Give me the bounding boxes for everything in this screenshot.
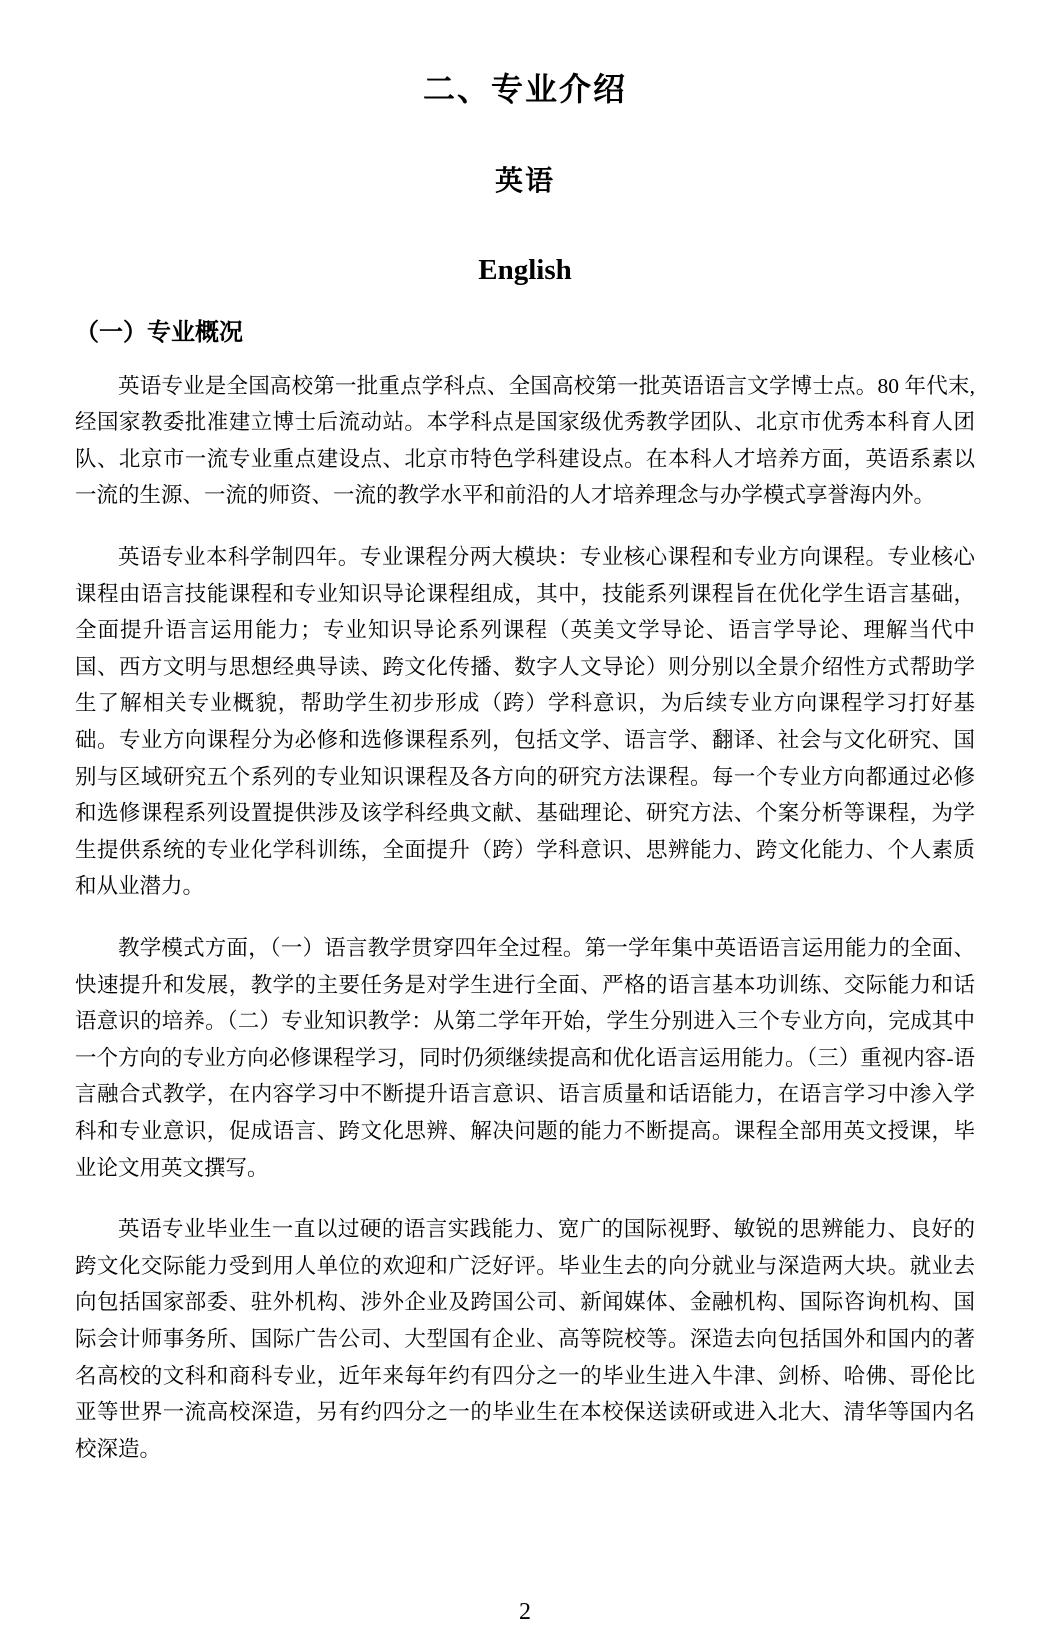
body-text xyxy=(75,348,975,1468)
paragraph-teaching-model: 教学模式方面，（一）语言教学贯穿四年全过程。第一学年集中英语语言运用能力的全面、快速提升和发展，教学的主要任务是对学生进行全面、严格的语言基本功训练、交际能力和话语意识的培养。（二）专业知识教学：从第二学年开始，学生分别进入三个专业方向，完成其中一个方向的专业方向必修课程学习，同时仍须继续提高和优化语言运用能力。（三）重视内容-语言融合式教学，在内容学习中不断提升语言意识、语言质量和话语能力，在语言学习中渗入学科和专业意识，促成语言、跨文化思辨、解决问题的能力不断提高。课程全部用英文授课，毕业论文用英文撰写。 xyxy=(75,935,975,1180)
paragraph-history: 英语专业是全国高校第一批重点学科点、全国高校第一批英语语言文学博士点。80 年代末,经国家教委批准建立博士后流动站。本学科点是国家级优秀教学团队、北京市优秀本科育人团队、北京市一流专业重点建设点、北京市特色学科建设点。在本科人才培养方面，英语系素以一流的生源、一流的师资、一流的教学水平和前沿的人才培养理念与办学模式享誉海内外。 xyxy=(75,373,975,508)
major-title-chinese: 英语 xyxy=(494,166,555,198)
page-number: 2 xyxy=(519,1599,531,1625)
paragraph-curriculum: 英语专业本科学制四年。专业课程分两大模块：专业核心课程和专业方向课程。专业核心课程由语言技能课程和专业知识导论课程组成，其中，技能系列课程旨在优化学生语言基础，全面提升语言运用能力；专业知识导论系列课程（英美文学导论、语言学导论、理解当代中国、西方文明与思想经典导读、跨文化传播、数字人文导论）则分别以全景介绍性方式帮助学生了解相关专业概貌，帮助学生初步形成（跨）学科意识，为后续专业方向课程学习打好基础。专业方向课程分为必修和选修课程系列，包括文学、语言学、翻译、社会与文化研究、国别与区域研究五个系列的专业知识课程及各方向的研究方法课程。每一个专业方向都通过必修和选修课程系列设置提供涉及该学科经典文献、基础理论、研究方法、个案分析等课程，为学生提供系统的专业化学科训练，全面提升（跨）学科意识、思辨能力、跨文化能力、个人素质和从业潜力。 xyxy=(75,545,975,899)
section-heading-overview: （一）专业概况 xyxy=(75,319,243,346)
major-title-english: English xyxy=(478,253,572,286)
doc-title: 二、专业介绍 xyxy=(422,71,627,107)
paragraph-graduates: 英语专业毕业生一直以过硬的语言实践能力、宽广的国际视野、敏锐的思辨能力、良好的跨文化交际能力受到用人单位的欢迎和广泛好评。毕业生去的向分就业与深造两大块。就业去向包括国家部委、驻外机构、涉外企业及跨国公司、新闻媒体、金融机构、国际咨询机构、国际会计师事务所、国际广告公司、大型国有企业、高等院校等。深造去向包括国外和国内的著名高校的文科和商科专业，近年来每年约有四分之一的毕业生进入牛津、剑桥、哈佛、哥伦比亚等世界一流高校深造，另有约四分之一的毕业生在本校保送读研或进入北大、清华等国内名校深造。 xyxy=(75,1217,975,1461)
